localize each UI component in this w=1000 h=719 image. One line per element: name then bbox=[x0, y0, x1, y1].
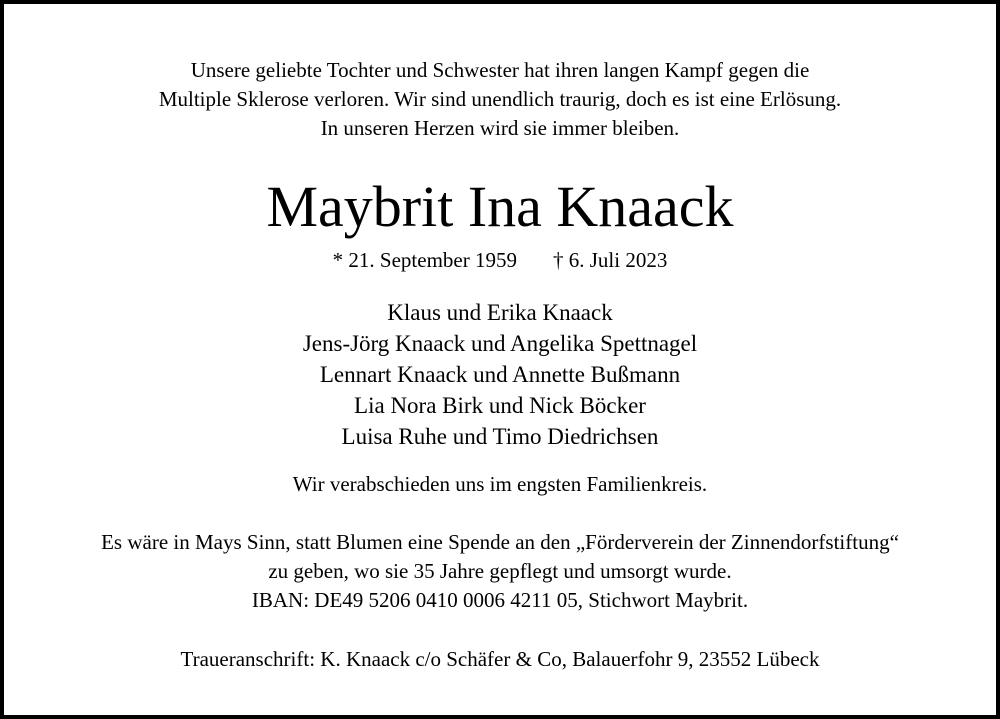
intro-line: Multiple Sklerose verloren. Wir sind unendlich traurig, doch es ist eine Erlösung. bbox=[158, 87, 842, 111]
donation-line: Es wäre in Mays Sinn, statt Blumen eine Spende an den „Förderverein der Zinnendorfstiftung“ bbox=[101, 530, 899, 554]
donation-line: IBAN: DE49 5206 0410 0006 4211 05, Stichwort Maybrit. bbox=[251, 588, 749, 612]
birth-date: * 21. September 1959 bbox=[332, 248, 517, 272]
farewell-line: Wir verabschieden uns im engsten Familienkreis. bbox=[292, 472, 708, 496]
farewell-text bbox=[4, 470, 996, 499]
mourner-line: Lia Nora Birk und Nick Böcker bbox=[354, 393, 646, 418]
donation-line: zu geben, wo sie 35 Jahre gepflegt und umsorgt wurde. bbox=[268, 559, 732, 583]
intro-text bbox=[4, 56, 996, 143]
death-date: † 6. Juli 2023 bbox=[552, 248, 668, 272]
mourner-line: Jens-Jörg Knaack und Angelika Spettnagel bbox=[302, 331, 698, 356]
mourner-line: Klaus und Erika Knaack bbox=[387, 300, 613, 325]
mourner-line: Lennart Knaack und Annette Bußmann bbox=[319, 362, 681, 387]
address-line: Traueranschrift: K. Knaack c/o Schäfer & Co, Balauerfohr 9, 23552 Lübeck bbox=[180, 647, 820, 671]
intro-line: In unseren Herzen wird sie immer bleiben. bbox=[320, 116, 680, 140]
mourners-list bbox=[4, 297, 996, 452]
mourner-line: Luisa Ruhe und Timo Diedrichsen bbox=[341, 424, 659, 449]
deceased-name: Maybrit Ina Knaack bbox=[266, 174, 734, 239]
mourning-address bbox=[4, 645, 996, 674]
intro-line: Unsere geliebte Tochter und Schwester hat ihren langen Kampf gegen die bbox=[190, 58, 810, 82]
donation-text bbox=[4, 528, 996, 615]
life-dates bbox=[4, 246, 996, 274]
